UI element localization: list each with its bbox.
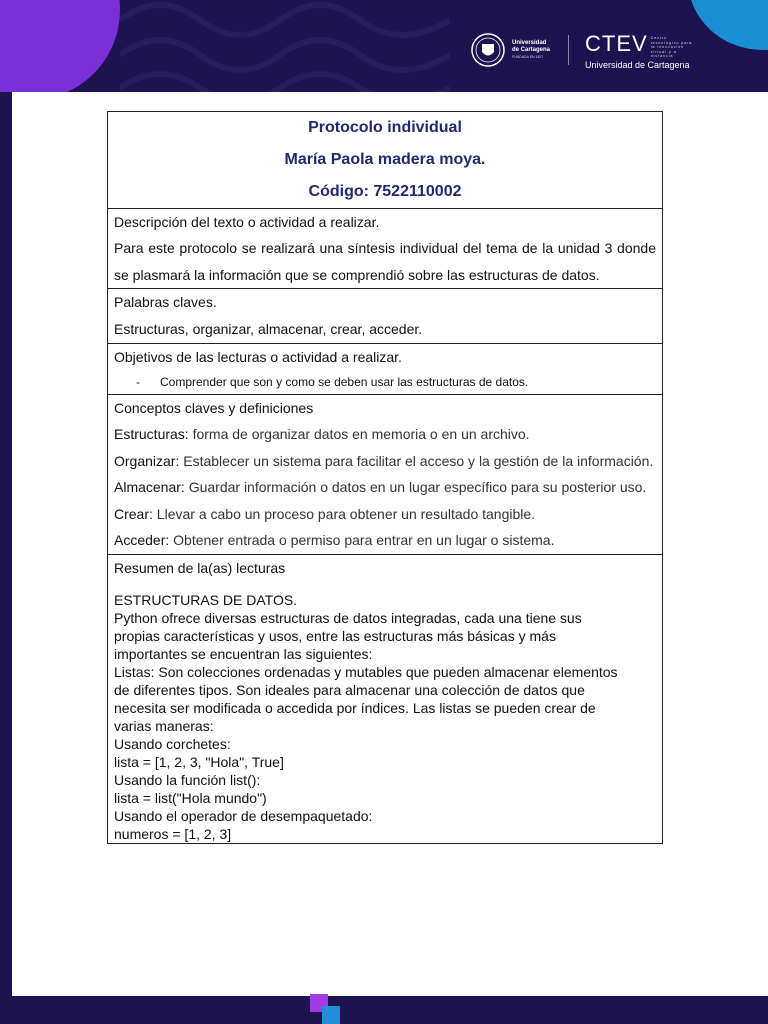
concept-term: Acceder: — [114, 532, 170, 548]
concept-term: Organizar: — [114, 452, 180, 469]
resumen-line: necesita ser modificada o accedida por índices. Las listas se pueden crear de — [114, 699, 596, 716]
descripcion-row — [108, 209, 663, 289]
resumen-line: de diferentes tipos. Son ideales para almacenar una colección de datos que — [114, 681, 585, 698]
resumen-row — [108, 554, 663, 843]
university-seal-icon — [470, 32, 506, 68]
concept-desc: Guardar información o datos en un lugar específico para su posterior uso. — [184, 479, 647, 495]
protocol-table — [107, 111, 663, 844]
universidad-cartagena-logo — [470, 30, 550, 70]
concept-desc: Obtener entrada o permiso para entrar en un lugar o sistema. — [169, 532, 555, 548]
footer-bar — [0, 996, 768, 1024]
concept-desc: forma de organizar datos en memoria o en un archivo. — [188, 426, 530, 442]
doc-title: Protocolo individual — [308, 119, 462, 136]
conceptos-row — [108, 395, 663, 555]
objetivo-text: Comprender que son y como se deben usar las estructuras de datos. — [160, 375, 529, 389]
concept-item — [114, 421, 656, 448]
concept-item — [114, 474, 656, 501]
descripcion-text: Para este protocolo se realizará una síntesis individual del tema de la unidad 3 donde se plasmará la información que se comprendió sobre las estructuras de datos. — [114, 240, 656, 283]
resumen-line: Usando el operador de desempaquetado: — [114, 807, 373, 824]
swirl-pattern — [120, 0, 450, 92]
resumen-line: numeros = [1, 2, 3] — [114, 825, 232, 842]
palabras-text: Estructuras, organizar, almacenar, crear, acceder. — [114, 321, 423, 337]
ctev-title: CTEV — [585, 31, 648, 56]
concept-item — [114, 501, 656, 528]
student-code: Código: 7522110002 — [308, 183, 462, 200]
concept-term: Almacenar: — [114, 479, 185, 495]
resumen-label: Resumen de la(as) lecturas — [114, 559, 286, 576]
concept-term: Estructuras: — [114, 426, 189, 442]
uc-logo-line3: FUNDADA EN 1827 — [512, 54, 544, 59]
concept-desc: Llevar a cabo un proceso para obtener un resultado tangible. — [152, 505, 536, 522]
descripcion-label: Descripción del texto o actividad a realizar. — [114, 214, 380, 230]
resumen-line: Listas: Son colecciones ordenadas y mutables que pueden almacenar elementos — [114, 663, 618, 680]
page-header — [0, 0, 768, 92]
ctev-logo — [585, 33, 693, 70]
concept-desc: Establecer un sistema para facilitar el acceso y la gestión de la información. — [179, 452, 654, 469]
objetivo-item — [114, 370, 656, 394]
resumen-line: Python ofrece diversas estructuras de datos integradas, cada una tiene sus — [114, 609, 582, 626]
concept-item — [114, 527, 656, 554]
blue-square-decoration — [322, 1006, 340, 1024]
resumen-line: Usando la función list(): — [114, 771, 261, 788]
resumen-line: lista = list("Hola mundo") — [114, 789, 267, 806]
resumen-line: propias características y usos, entre las estructuras más básicas y más — [114, 627, 556, 644]
uc-logo-line1: Universidad — [512, 39, 547, 46]
objetivos-label: Objetivos de las lecturas o actividad a realizar. — [114, 349, 402, 365]
purple-decoration — [0, 0, 120, 92]
palabras-row — [108, 289, 663, 344]
resumen-line: lista = [1, 2, 3, "Hola", True] — [114, 753, 284, 770]
resumen-line: Usando corchetes: — [114, 735, 231, 752]
logo-divider — [568, 35, 569, 65]
blue-decoration — [688, 0, 768, 50]
title-row — [108, 112, 663, 209]
conceptos-label: Conceptos claves y definiciones — [114, 400, 314, 416]
ctev-tagline: Centro tecnológico para la innovación virtual y a distancia — [650, 36, 693, 58]
concept-term: Crear: — [114, 505, 153, 522]
bullet-dash: - — [136, 375, 140, 389]
resumen-line: varias maneras: — [114, 717, 214, 734]
ctev-subtitle: Universidad de Cartagena — [585, 59, 690, 70]
concept-item — [114, 448, 656, 475]
palabras-label: Palabras claves. — [114, 294, 217, 310]
uc-logo-line2: de Cartagena — [512, 46, 551, 53]
resumen-line: importantes se encuentran las siguientes: — [114, 645, 373, 662]
student-name: María Paola madera moya. — [284, 151, 486, 168]
resumen-line: ESTRUCTURAS DE DATOS. — [114, 591, 298, 608]
objetivos-row — [108, 344, 663, 395]
